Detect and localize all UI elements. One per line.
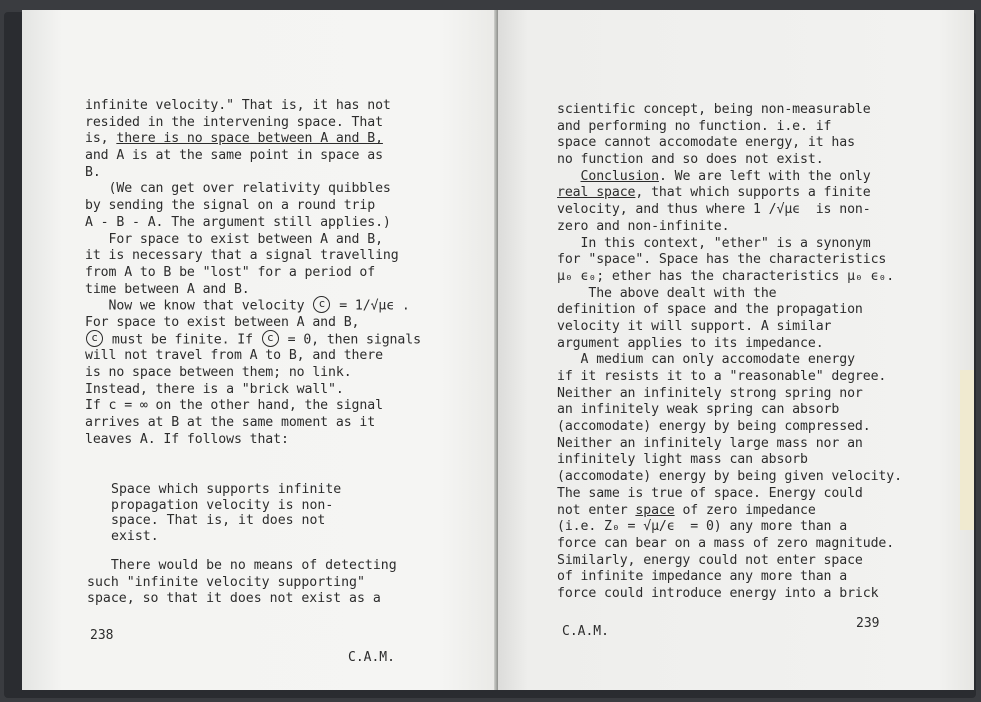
right-page-line xyxy=(557,269,902,286)
right-page-line xyxy=(557,302,902,319)
right-page-line xyxy=(557,452,902,469)
text-segment: it is necessary that a signal travelling xyxy=(85,248,399,264)
paper-tab xyxy=(960,370,974,530)
text-segment: if it resists it to a "reasonable" degree. xyxy=(557,369,887,384)
left-page-line xyxy=(85,265,421,282)
left-page-line xyxy=(85,248,421,265)
right-page-line xyxy=(557,336,902,353)
text-segment: must be finite. If xyxy=(104,332,261,348)
footer-left: C.A.M. xyxy=(348,650,395,665)
text-segment: no function and so does not exist. xyxy=(557,152,824,168)
text-segment: infinitely light mass can absorb xyxy=(557,452,808,468)
right-page xyxy=(498,10,974,690)
underlined-text: real space xyxy=(557,185,636,201)
text-segment: μ₀ ϵ₀; ether has the characteristics μ₀ ϵ₀. xyxy=(557,268,895,284)
left-page-closing xyxy=(87,558,397,608)
text-segment: definition of space and the propagation xyxy=(557,302,863,318)
circled-c-symbol: c xyxy=(86,330,103,347)
text-segment: B. xyxy=(85,164,101,180)
text-segment: = 1/√μϵ . xyxy=(331,298,410,314)
text-segment: If c = ∞ on the other hand, the signal xyxy=(85,398,383,414)
quote-line: space. That is, it does not xyxy=(111,513,326,528)
left-page-line xyxy=(85,365,421,382)
text-segment: zero and non-infinite. xyxy=(557,218,730,234)
left-page-line xyxy=(85,115,421,132)
right-page-line xyxy=(557,102,902,119)
text-segment: velocity, and thus where 1 /√μϵ is non- xyxy=(557,202,871,218)
text-segment: (We can get over relativity quibbles xyxy=(85,181,391,197)
text-segment: force could introduce energy into a brick xyxy=(557,585,879,601)
text-segment: (accomodate) energy by being compressed. xyxy=(557,419,871,435)
left-page-line xyxy=(85,382,421,399)
left-page-line xyxy=(85,148,421,165)
closing-line: There would be no means of detecting xyxy=(87,558,397,573)
left-page-line xyxy=(85,415,421,432)
right-page-line xyxy=(557,169,902,186)
quote-line: propagation velocity is non- xyxy=(111,497,334,513)
right-page-line xyxy=(557,519,902,536)
left-page-line xyxy=(85,215,421,232)
left-page-line xyxy=(85,332,421,349)
text-segment: will not travel from A to B, and there xyxy=(85,348,383,364)
left-page-line xyxy=(85,298,421,315)
circled-c-symbol: c xyxy=(313,296,330,313)
left-page-line xyxy=(85,232,421,249)
quote-line: Space which supports infinite xyxy=(111,482,342,497)
right-page-line xyxy=(557,236,902,253)
text-segment: The same is true of space. Energy could xyxy=(557,485,863,501)
right-page-line xyxy=(557,569,902,586)
text-segment: of zero impedance xyxy=(674,502,816,518)
text-segment xyxy=(557,169,581,184)
text-segment: by sending the signal on a round trip xyxy=(85,198,376,214)
right-page-line xyxy=(557,135,902,152)
right-page-line xyxy=(557,119,902,136)
left-page-line xyxy=(85,348,421,365)
right-page-line xyxy=(557,536,902,553)
text-segment: force can bear on a mass of zero magnitude. xyxy=(557,535,895,551)
text-segment: For space to exist between A and B, xyxy=(85,314,360,330)
right-page-line xyxy=(557,352,902,369)
text-segment: leaves A. If follows that: xyxy=(85,431,289,447)
left-page-line xyxy=(85,198,421,215)
footer-right: C.A.M. xyxy=(562,624,609,639)
text-segment: time between A and B. xyxy=(85,281,250,297)
text-segment: Now we know that velocity xyxy=(85,298,313,314)
right-page-line xyxy=(557,202,902,219)
text-segment: , that which supports a finite xyxy=(635,185,871,201)
underlined-text: space xyxy=(635,502,675,518)
text-segment: resided in the intervening space. That xyxy=(85,114,383,130)
text-segment: for "space". Space has the characteristics xyxy=(557,252,887,268)
text-segment: argument applies to its impedance. xyxy=(557,335,824,351)
text-segment: from A to B be "lost" for a period of xyxy=(85,264,376,280)
text-segment: A medium can only accomodate energy xyxy=(557,352,855,368)
text-segment: is no space between them; no link. xyxy=(85,365,352,380)
text-segment: Instead, there is a "brick wall". xyxy=(85,381,344,397)
left-page-line xyxy=(85,398,421,415)
right-page-line xyxy=(557,503,902,520)
quote-line: exist. xyxy=(111,528,159,544)
text-segment: = 0, then signals xyxy=(279,332,421,348)
text-segment: space cannot accomodate energy, it has xyxy=(557,135,855,151)
page-number-right: 239 xyxy=(856,616,880,631)
left-page-line xyxy=(85,131,421,148)
text-segment: Similarly, energy could not enter space xyxy=(557,552,863,568)
right-page-line xyxy=(557,469,902,486)
text-segment: velocity it will support. A similar xyxy=(557,318,832,334)
text-segment: an infinitely weak spring can absorb xyxy=(557,402,840,418)
left-page-body xyxy=(85,98,421,448)
text-segment: and A is at the same point in space as xyxy=(85,148,383,164)
text-segment: and performing no function. i.e. if xyxy=(557,118,832,134)
left-page-line xyxy=(85,181,421,198)
left-page-line xyxy=(85,315,421,332)
left-page xyxy=(22,10,498,690)
right-page-line xyxy=(557,319,902,336)
text-segment: scientific concept, being non-measurable xyxy=(557,102,871,117)
text-segment: of infinite impedance any more than a xyxy=(557,569,848,585)
closing-line: such "infinite velocity supporting" xyxy=(87,574,365,590)
closing-line: space, so that it does not exist as a xyxy=(87,591,381,606)
text-segment: In this context, "ether" is a synonym xyxy=(557,235,871,251)
text-segment: The above dealt with the xyxy=(557,285,777,301)
right-page-line xyxy=(557,402,902,419)
text-segment: not enter xyxy=(557,502,636,518)
right-page-line xyxy=(557,369,902,386)
right-page-line xyxy=(557,286,902,303)
right-page-line xyxy=(557,436,902,453)
page-number-left: 238 xyxy=(90,628,114,643)
text-segment: For space to exist between A and B, xyxy=(85,231,383,247)
right-page-line xyxy=(557,185,902,202)
text-segment: Neither an infinitely large mass nor an xyxy=(557,435,863,451)
text-segment: is, xyxy=(85,131,117,147)
right-page-body xyxy=(557,102,902,603)
text-segment: arrives at B at the same moment as it xyxy=(85,415,376,431)
underlined-text: there is no space between A and B, xyxy=(116,131,383,147)
right-page-line xyxy=(557,553,902,570)
left-page-line xyxy=(85,98,421,115)
right-page-line xyxy=(557,419,902,436)
text-segment: Neither an infinitely strong spring nor xyxy=(557,385,863,401)
text-segment: infinite velocity." That is, it has not xyxy=(85,98,391,113)
text-segment: A - B - A. The argument still applies.) xyxy=(85,214,391,230)
left-page-line xyxy=(85,165,421,182)
right-page-line xyxy=(557,219,902,236)
right-page-line xyxy=(557,152,902,169)
right-page-line xyxy=(557,486,902,503)
text-segment: (i.e. Z₀ = √μ/ϵ = 0) any more than a xyxy=(557,519,848,535)
circled-c-symbol: c xyxy=(262,330,279,347)
underlined-text: Conclusion xyxy=(580,168,659,184)
right-page-line xyxy=(557,586,902,603)
left-page-quote xyxy=(111,482,341,544)
left-page-line xyxy=(85,432,421,449)
left-page-line xyxy=(85,282,421,299)
text-segment: . We are left with the only xyxy=(658,168,871,184)
text-segment: (accomodate) energy by being given velocity. xyxy=(557,469,902,485)
right-page-line xyxy=(557,252,902,269)
right-page-line xyxy=(557,386,902,403)
